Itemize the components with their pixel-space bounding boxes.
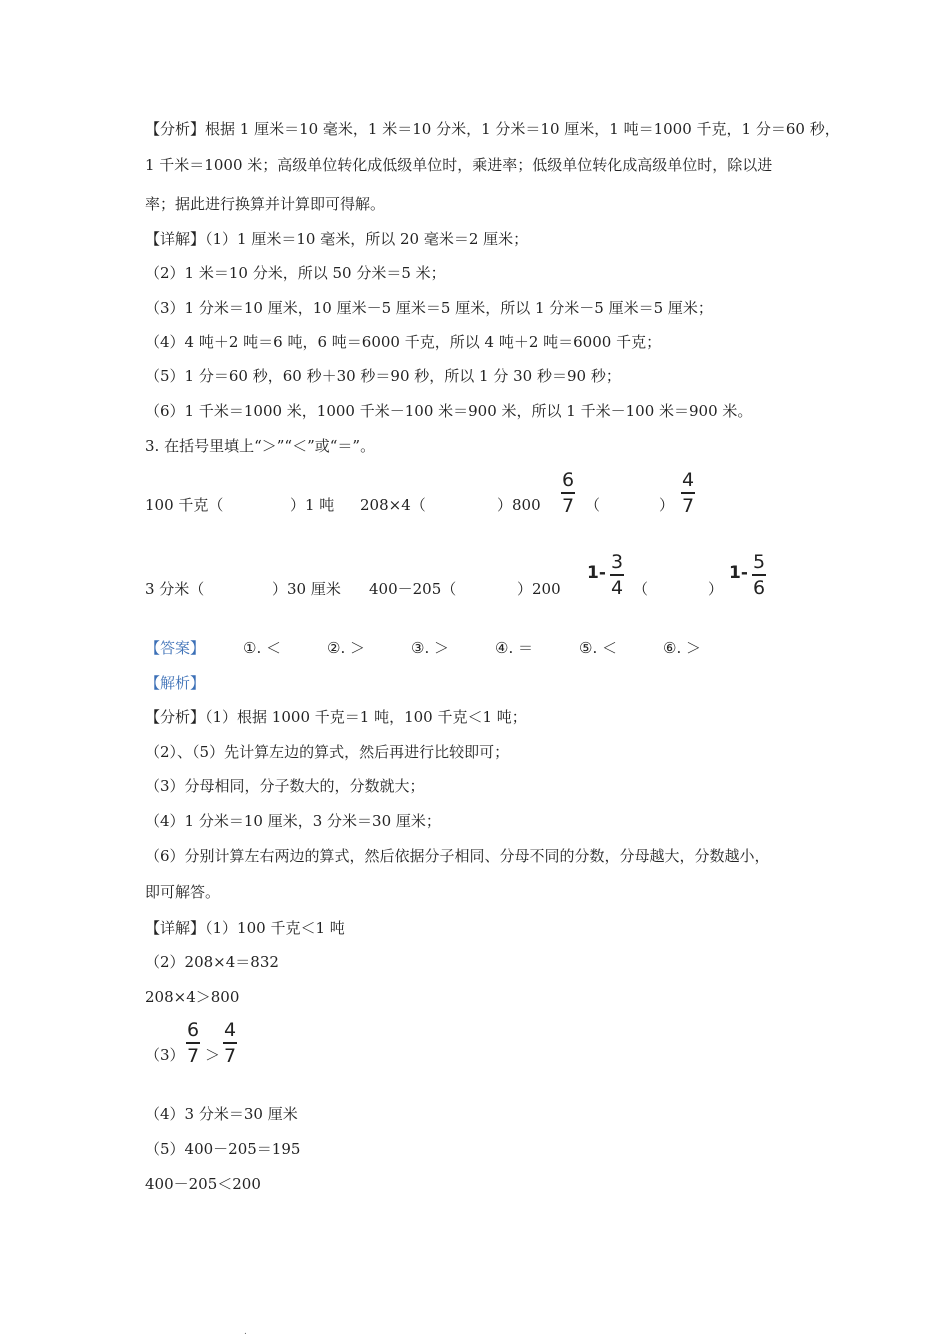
footer-mark: . <box>244 1327 247 1337</box>
fraction-4-7 <box>681 469 695 517</box>
answer-item: ⑤. ＜ <box>579 639 617 657</box>
fraction-6-7 <box>186 1019 200 1067</box>
analysis1-line3: 率；据此进行换算并计算即可得解。 <box>145 195 386 213</box>
q3-paren-close: ） <box>659 496 675 514</box>
detail2-line4-prefix: （3） <box>145 1046 185 1064</box>
q5-right: ）200 <box>517 580 561 598</box>
answer-item: ①. ＜ <box>243 639 281 657</box>
numerator: 6 <box>561 469 575 491</box>
detail1-line: （2）1 米＝10 分米，所以 50 分米＝5 米； <box>145 264 446 282</box>
answer-item: ②. ＞ <box>327 639 365 657</box>
analysis1-line1: 【分析】根据 1 厘米＝10 毫米，1 米＝10 分米，1 分米＝10 厘米，1 吨＝1000 千克，1 分＝60 秒， <box>145 120 840 138</box>
detail2-line5: （4）3 分米＝30 厘米 <box>145 1105 298 1123</box>
answer-label: 【答案】 <box>145 639 206 657</box>
q2-left: 208×4（ <box>360 496 426 514</box>
denominator: 7 <box>223 1044 237 1067</box>
denominator: 7 <box>561 494 575 517</box>
denominator: 4 <box>610 576 624 599</box>
detail2-line2: （2）208×4＝832 <box>145 953 279 971</box>
analysis2-line: （4）1 分米＝10 厘米，3 分米＝30 厘米； <box>145 812 441 830</box>
fraction-4-7 <box>223 1019 237 1067</box>
detail2-line1: 【详解】（1）100 千克＜1 吨 <box>145 919 345 937</box>
fraction-bar <box>610 574 624 576</box>
q1-right: ）1 吨 <box>290 496 335 514</box>
q4-right: ）30 厘米 <box>272 580 341 598</box>
fraction-6-7 <box>561 469 575 517</box>
detail1-line: 【详解】（1）1 厘米＝10 毫米，所以 20 毫米＝2 厘米； <box>145 230 529 248</box>
detail2-line7: 400－205＜200 <box>145 1175 261 1193</box>
detail1-line: （5）1 分＝60 秒，60 秒＋30 秒＝90 秒，所以 1 分 30 秒＝90 秒； <box>145 367 621 385</box>
detail2-line3: 208×4＞800 <box>145 988 240 1006</box>
q5-left: 400－205（ <box>369 580 457 598</box>
answer-item: ③. ＞ <box>411 639 449 657</box>
question3-title: 3. 在括号里填上“＞”“＜”或“＝”。 <box>145 437 376 455</box>
fraction-bar <box>223 1042 237 1044</box>
detail1-line: （4）4 吨＋2 吨＝6 吨，6 吨＝6000 千克，所以 4 吨＋2 吨＝6000 千克； <box>145 333 662 351</box>
q3-paren-open: （ <box>585 496 601 514</box>
answer-item: ⑥. ＞ <box>663 639 701 657</box>
fraction-5-6 <box>752 551 766 599</box>
fraction-3-4 <box>610 551 624 599</box>
numerator: 4 <box>681 469 695 491</box>
q2-right: ）800 <box>497 496 541 514</box>
q6-paren-open: （ <box>633 580 649 598</box>
one-minus-b: 1- <box>729 563 748 583</box>
denominator: 6 <box>752 576 766 599</box>
analysis2-line: （3）分母相同，分子数大的，分数就大； <box>145 777 425 795</box>
q4-left: 3 分米（ <box>145 580 205 598</box>
one-minus-a: 1- <box>587 563 606 583</box>
numerator: 6 <box>186 1019 200 1041</box>
analysis2-line: 【分析】（1）根据 1000 千克＝1 吨，100 千克＜1 吨； <box>145 708 527 726</box>
analysis1-line2: 1 千米＝1000 米；高级单位转化成低级单位时，乘进率；低级单位转化成高级单位时，除以进 <box>145 156 773 174</box>
numerator: 4 <box>223 1019 237 1041</box>
fraction-bar <box>561 492 575 494</box>
explain-label: 【解析】 <box>145 674 206 692</box>
numerator: 3 <box>610 551 624 573</box>
detail2-line6: （5）400－205＝195 <box>145 1140 301 1158</box>
answer-item: ④. ＝ <box>495 639 533 657</box>
fraction-bar <box>681 492 695 494</box>
denominator: 7 <box>186 1044 200 1067</box>
analysis2-line: （6）分别计算左右两边的算式，然后依据分子相同、分母不同的分数，分母越大，分数越小， <box>145 847 770 865</box>
greater-than-sign: ＞ <box>205 1046 221 1064</box>
detail1-line: （3）1 分米＝10 厘米，10 厘米－5 厘米＝5 厘米，所以 1 分米－5 厘米＝5 厘米； <box>145 299 713 317</box>
numerator: 5 <box>752 551 766 573</box>
fraction-bar <box>186 1042 200 1044</box>
detail1-line: （6）1 千米＝1000 米，1000 千米－100 米＝900 米，所以 1 千米－100 米＝900 米。 <box>145 402 753 420</box>
fraction-bar <box>752 574 766 576</box>
q6-paren-close: ） <box>708 580 724 598</box>
q1-left: 100 千克（ <box>145 496 224 514</box>
denominator: 7 <box>681 494 695 517</box>
analysis2-line: （2）、（5）先计算左边的算式，然后再进行比较即可； <box>145 743 510 761</box>
analysis2-line: 即可解答。 <box>145 883 221 901</box>
